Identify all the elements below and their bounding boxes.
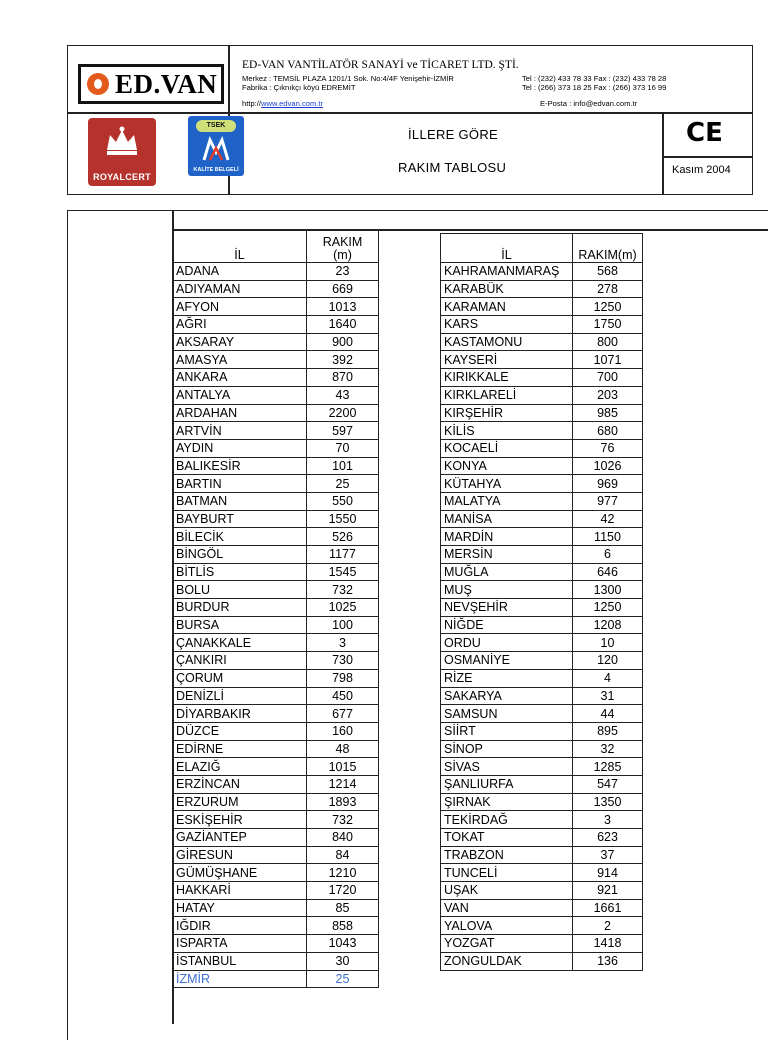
- elevation-value: 136: [573, 952, 643, 970]
- table-row: [173, 263, 379, 281]
- table-row: [173, 722, 379, 740]
- elevation-value: 1015: [307, 758, 379, 776]
- col-rakim: [307, 231, 379, 263]
- province-name: ORDU: [441, 634, 573, 652]
- table-row: [441, 457, 643, 475]
- province-name: KIRIKKALE: [441, 369, 573, 387]
- http-prefix: http://: [242, 99, 261, 108]
- province-name: KİLİS: [441, 422, 573, 440]
- elevation-value: 921: [573, 882, 643, 900]
- table-row: [173, 386, 379, 404]
- elevation-value: 31: [573, 687, 643, 705]
- edvan-logo: [78, 64, 224, 104]
- province-name: ERZİNCAN: [173, 775, 307, 793]
- province-name: TOKAT: [441, 829, 573, 847]
- elevation-value: 1640: [307, 316, 379, 334]
- elevation-value: 597: [307, 422, 379, 440]
- col-rakim: RAKIM(m): [573, 234, 643, 263]
- letterhead: [67, 45, 753, 195]
- elevation-value: 969: [573, 475, 643, 493]
- logo-text: ED.VAN: [115, 68, 218, 99]
- province-name: TUNCELİ: [441, 864, 573, 882]
- table-row: [441, 298, 643, 316]
- province-name: SİİRT: [441, 722, 573, 740]
- table-row: [173, 422, 379, 440]
- elevation-value: 550: [307, 492, 379, 510]
- table-header: [441, 234, 643, 263]
- table-row: [173, 404, 379, 422]
- table-row: [173, 351, 379, 369]
- elevation-value: 669: [307, 280, 379, 298]
- province-name: MERSİN: [441, 546, 573, 564]
- table-row: [173, 316, 379, 334]
- province-name: DİYARBAKIR: [173, 705, 307, 723]
- tsek-logo: [188, 116, 244, 176]
- elevation-value: 1750: [573, 316, 643, 334]
- elevation-value: 1250: [573, 599, 643, 617]
- elevation-value: 977: [573, 492, 643, 510]
- table-row: [173, 369, 379, 387]
- table-row: [441, 634, 643, 652]
- province-name: BURSA: [173, 616, 307, 634]
- table-row: [173, 634, 379, 652]
- elevation-value: 914: [573, 864, 643, 882]
- crown-icon: [104, 126, 140, 156]
- elevation-value: 547: [573, 775, 643, 793]
- table-row: [173, 811, 379, 829]
- province-name: İZMİR: [173, 970, 307, 988]
- elevation-value: 646: [573, 563, 643, 581]
- province-name: TRABZON: [441, 846, 573, 864]
- province-name: ANKARA: [173, 369, 307, 387]
- province-name: BİTLİS: [173, 563, 307, 581]
- province-name: ERZURUM: [173, 793, 307, 811]
- province-name: KASTAMONU: [441, 333, 573, 351]
- province-name: GAZİANTEP: [173, 829, 307, 847]
- table-row: [173, 616, 379, 634]
- table-row: [441, 882, 643, 900]
- table-row: [173, 758, 379, 776]
- document-date: Kasım 2004: [672, 164, 731, 176]
- table-row: [441, 687, 643, 705]
- elevation-value: 623: [573, 829, 643, 847]
- table-row: [441, 422, 643, 440]
- table-row: [441, 917, 643, 935]
- elevation-value: 1300: [573, 581, 643, 599]
- province-name: NEVŞEHİR: [441, 599, 573, 617]
- table-row: [173, 599, 379, 617]
- website-link[interactable]: www.edvan.com.tr: [261, 99, 324, 108]
- elevation-value: 568: [573, 263, 643, 281]
- province-name: ZONGULDAK: [441, 952, 573, 970]
- col-rakim-line1: RAKIM: [322, 235, 363, 249]
- province-name: KIRŞEHİR: [441, 404, 573, 422]
- province-name: KONYA: [441, 457, 573, 475]
- elevation-value: 120: [573, 652, 643, 670]
- province-name: KARABÜK: [441, 280, 573, 298]
- elevation-value: 1285: [573, 758, 643, 776]
- elevation-value: 6: [573, 546, 643, 564]
- elevation-value: 2200: [307, 404, 379, 422]
- elevation-value: 1150: [573, 528, 643, 546]
- elevation-value: 900: [307, 333, 379, 351]
- table-row: [173, 563, 379, 581]
- table-row: [441, 351, 643, 369]
- table-row: [173, 917, 379, 935]
- province-name: SAMSUN: [441, 705, 573, 723]
- elevation-value: 30: [307, 952, 379, 970]
- col-il: İL: [441, 234, 573, 263]
- elevation-value: 1350: [573, 793, 643, 811]
- table-row: [173, 669, 379, 687]
- elevation-value: 101: [307, 457, 379, 475]
- elevation-value: 985: [573, 404, 643, 422]
- province-name: SAKARYA: [441, 687, 573, 705]
- elevation-value: 278: [573, 280, 643, 298]
- province-name: SİNOP: [441, 740, 573, 758]
- tsek-top-label: TSEK: [196, 120, 236, 132]
- elevation-value: 1418: [573, 935, 643, 953]
- province-name: KARS: [441, 316, 573, 334]
- province-name: HATAY: [173, 899, 307, 917]
- table-row: [441, 705, 643, 723]
- elevation-value: 10: [573, 634, 643, 652]
- tsek-mark-icon: [202, 136, 230, 162]
- elevation-value: 1893: [307, 793, 379, 811]
- province-name: ESKİŞEHİR: [173, 811, 307, 829]
- province-name: ANTALYA: [173, 386, 307, 404]
- elevation-value: 858: [307, 917, 379, 935]
- province-name: DENİZLİ: [173, 687, 307, 705]
- province-name: HAKKARİ: [173, 882, 307, 900]
- province-name: GÜMÜŞHANE: [173, 864, 307, 882]
- elevation-value: 1013: [307, 298, 379, 316]
- elevation-value: 1071: [573, 351, 643, 369]
- province-name: BATMAN: [173, 492, 307, 510]
- table-row: [173, 546, 379, 564]
- elevation-value: 100: [307, 616, 379, 634]
- elevation-value: 1025: [307, 599, 379, 617]
- table-row: [173, 882, 379, 900]
- province-name: ÇANKIRI: [173, 652, 307, 670]
- phone-merkez: Tel : (232) 433 78 33 Fax : (232) 433 78 28: [522, 74, 667, 83]
- table-row: [441, 669, 643, 687]
- table-row: [441, 652, 643, 670]
- province-name: ŞIRNAK: [441, 793, 573, 811]
- table-row: [173, 935, 379, 953]
- province-name: ÇANAKKALE: [173, 634, 307, 652]
- elevation-value: 700: [573, 369, 643, 387]
- province-name: AKSARAY: [173, 333, 307, 351]
- province-name: IĞDIR: [173, 917, 307, 935]
- table-row: [441, 386, 643, 404]
- table-row: [441, 333, 643, 351]
- table-row: [173, 687, 379, 705]
- table-row: [441, 899, 643, 917]
- elevation-value: 37: [573, 846, 643, 864]
- company-name: ED-VAN VANTİLATÖR SANAYİ ve TİCARET LTD. ŞTİ.: [242, 59, 519, 71]
- table-row: [441, 316, 643, 334]
- province-name: NİĞDE: [441, 616, 573, 634]
- elevation-value: 1545: [307, 563, 379, 581]
- table-row: [441, 369, 643, 387]
- table-row: [441, 492, 643, 510]
- province-name: BURDUR: [173, 599, 307, 617]
- table-row: [173, 528, 379, 546]
- table-row: [441, 793, 643, 811]
- table-row: [441, 740, 643, 758]
- province-name: GİRESUN: [173, 846, 307, 864]
- royalcert-logo: [88, 118, 156, 186]
- elevation-value: 4: [573, 669, 643, 687]
- elevation-value: 1026: [573, 457, 643, 475]
- province-name: KÜTAHYA: [441, 475, 573, 493]
- table-row: [173, 492, 379, 510]
- province-name: ARTVİN: [173, 422, 307, 440]
- province-name: TEKİRDAĞ: [441, 811, 573, 829]
- table-row: [441, 546, 643, 564]
- province-name: SİVAS: [441, 758, 573, 776]
- elevation-value: 1214: [307, 775, 379, 793]
- elevation-value: 870: [307, 369, 379, 387]
- province-name: KAHRAMANMARAŞ: [441, 263, 573, 281]
- province-name: MARDİN: [441, 528, 573, 546]
- table-row: [173, 952, 379, 970]
- province-name: ADIYAMAN: [173, 280, 307, 298]
- table-row: [441, 439, 643, 457]
- elevation-table-left: [172, 230, 379, 988]
- province-name: UŞAK: [441, 882, 573, 900]
- elevation-value: 32: [573, 740, 643, 758]
- province-name: BARTIN: [173, 475, 307, 493]
- col-il: İL: [173, 231, 307, 263]
- province-name: MUĞLA: [441, 563, 573, 581]
- address-merkez: Merkez : TEMSİL PLAZA 1201/1 Sok. No:4/4F Yenişehir-İZMİR: [242, 74, 454, 83]
- elevation-value: 70: [307, 439, 379, 457]
- address-fabrika: Fabrika : Çıknıkçı köyü EDREMİT: [242, 83, 356, 92]
- table-row: [441, 563, 643, 581]
- drop-icon: [87, 73, 109, 95]
- elevation-value: 1550: [307, 510, 379, 528]
- province-name: MALATYA: [441, 492, 573, 510]
- email: E-Posta : info@edvan.com.tr: [540, 99, 638, 108]
- elevation-value: 450: [307, 687, 379, 705]
- elevation-table-right: [440, 233, 643, 971]
- table-row: [173, 652, 379, 670]
- table-row: [173, 705, 379, 723]
- ce-mark: CE: [686, 118, 723, 148]
- table-row: [173, 846, 379, 864]
- province-name: DÜZCE: [173, 722, 307, 740]
- table-row: [441, 952, 643, 970]
- province-name: OSMANİYE: [441, 652, 573, 670]
- table-row: [441, 775, 643, 793]
- table-row: [173, 510, 379, 528]
- title-line-2: RAKIM TABLOSU: [398, 160, 507, 175]
- divider: [68, 112, 752, 114]
- province-name: VAN: [441, 899, 573, 917]
- elevation-value: 25: [307, 475, 379, 493]
- elevation-value: 42: [573, 510, 643, 528]
- elevation-value: 392: [307, 351, 379, 369]
- table-row: [173, 740, 379, 758]
- table-row: [173, 280, 379, 298]
- table-row: [441, 616, 643, 634]
- province-name: KIRKLARELİ: [441, 386, 573, 404]
- elevation-value: 895: [573, 722, 643, 740]
- table-row: [441, 581, 643, 599]
- elevation-value: 680: [573, 422, 643, 440]
- elevation-value: 526: [307, 528, 379, 546]
- province-name: YALOVA: [441, 917, 573, 935]
- table-row: [441, 510, 643, 528]
- table-row: [441, 722, 643, 740]
- province-name: ARDAHAN: [173, 404, 307, 422]
- elevation-value: 85: [307, 899, 379, 917]
- elevation-value: 732: [307, 581, 379, 599]
- province-name: BİNGÖL: [173, 546, 307, 564]
- province-name: BALIKESİR: [173, 457, 307, 475]
- province-name: YOZGAT: [441, 935, 573, 953]
- elevation-value: 1661: [573, 899, 643, 917]
- table-row: [173, 864, 379, 882]
- table-row: [173, 793, 379, 811]
- table-row: [441, 404, 643, 422]
- province-name: AYDIN: [173, 439, 307, 457]
- royalcert-label: ROYALCERT: [93, 172, 151, 182]
- phone-fabrika: Tel : (266) 373 18 25 Fax : (266) 373 16 99: [522, 83, 667, 92]
- elevation-value: 43: [307, 386, 379, 404]
- province-name: ELAZIĞ: [173, 758, 307, 776]
- province-name: AFYON: [173, 298, 307, 316]
- table-row: [173, 581, 379, 599]
- table-row: [173, 333, 379, 351]
- province-name: AMASYA: [173, 351, 307, 369]
- elevation-value: 48: [307, 740, 379, 758]
- province-name: KAYSERİ: [441, 351, 573, 369]
- province-name: BİLECİK: [173, 528, 307, 546]
- province-name: KOCAELİ: [441, 439, 573, 457]
- table-row: [173, 475, 379, 493]
- table-row: [173, 970, 379, 988]
- table-row: [441, 935, 643, 953]
- elevation-value: 2: [573, 917, 643, 935]
- title-line-1: İLLERE GÖRE: [408, 127, 498, 142]
- elevation-value: 1210: [307, 864, 379, 882]
- elevation-value: 798: [307, 669, 379, 687]
- elevation-value: 730: [307, 652, 379, 670]
- divider: [662, 156, 752, 158]
- elevation-value: 3: [307, 634, 379, 652]
- elevation-value: 1177: [307, 546, 379, 564]
- elevation-value: 203: [573, 386, 643, 404]
- elevation-value: 25: [307, 970, 379, 988]
- elevation-value: 3: [573, 811, 643, 829]
- province-name: KARAMAN: [441, 298, 573, 316]
- elevation-value: 1043: [307, 935, 379, 953]
- table-header: [173, 231, 379, 263]
- province-name: EDİRNE: [173, 740, 307, 758]
- province-name: MANİSA: [441, 510, 573, 528]
- province-name: ADANA: [173, 263, 307, 281]
- table-row: [173, 439, 379, 457]
- table-row: [441, 599, 643, 617]
- table-row: [441, 811, 643, 829]
- table-row: [173, 775, 379, 793]
- elevation-value: 800: [573, 333, 643, 351]
- table-row: [173, 829, 379, 847]
- province-name: BAYBURT: [173, 510, 307, 528]
- elevation-value: 84: [307, 846, 379, 864]
- province-name: BOLU: [173, 581, 307, 599]
- elevation-value: 1250: [573, 298, 643, 316]
- table-row: [441, 829, 643, 847]
- province-name: RİZE: [441, 669, 573, 687]
- elevation-value: 23: [307, 263, 379, 281]
- elevation-value: 840: [307, 829, 379, 847]
- elevation-value: 677: [307, 705, 379, 723]
- table-row: [441, 758, 643, 776]
- elevation-value: 732: [307, 811, 379, 829]
- table-row: [441, 263, 643, 281]
- table-row: [173, 457, 379, 475]
- table-row: [441, 846, 643, 864]
- col-rakim-line2: (m): [333, 248, 352, 262]
- province-name: AĞRI: [173, 316, 307, 334]
- province-name: ISPARTA: [173, 935, 307, 953]
- table-row: [441, 280, 643, 298]
- table-row: [441, 864, 643, 882]
- elevation-value: 1208: [573, 616, 643, 634]
- province-name: İSTANBUL: [173, 952, 307, 970]
- elevation-value: 160: [307, 722, 379, 740]
- elevation-value: 76: [573, 439, 643, 457]
- elevation-value: 44: [573, 705, 643, 723]
- website: [242, 99, 323, 108]
- tsek-bottom-label: KALİTE BELGELİ: [193, 167, 239, 173]
- province-name: MUŞ: [441, 581, 573, 599]
- province-name: ŞANLIURFA: [441, 775, 573, 793]
- province-name: ÇORUM: [173, 669, 307, 687]
- table-row: [441, 528, 643, 546]
- elevation-value: 1720: [307, 882, 379, 900]
- table-row: [173, 298, 379, 316]
- divider: [662, 112, 664, 194]
- table-row: [173, 899, 379, 917]
- table-row: [441, 475, 643, 493]
